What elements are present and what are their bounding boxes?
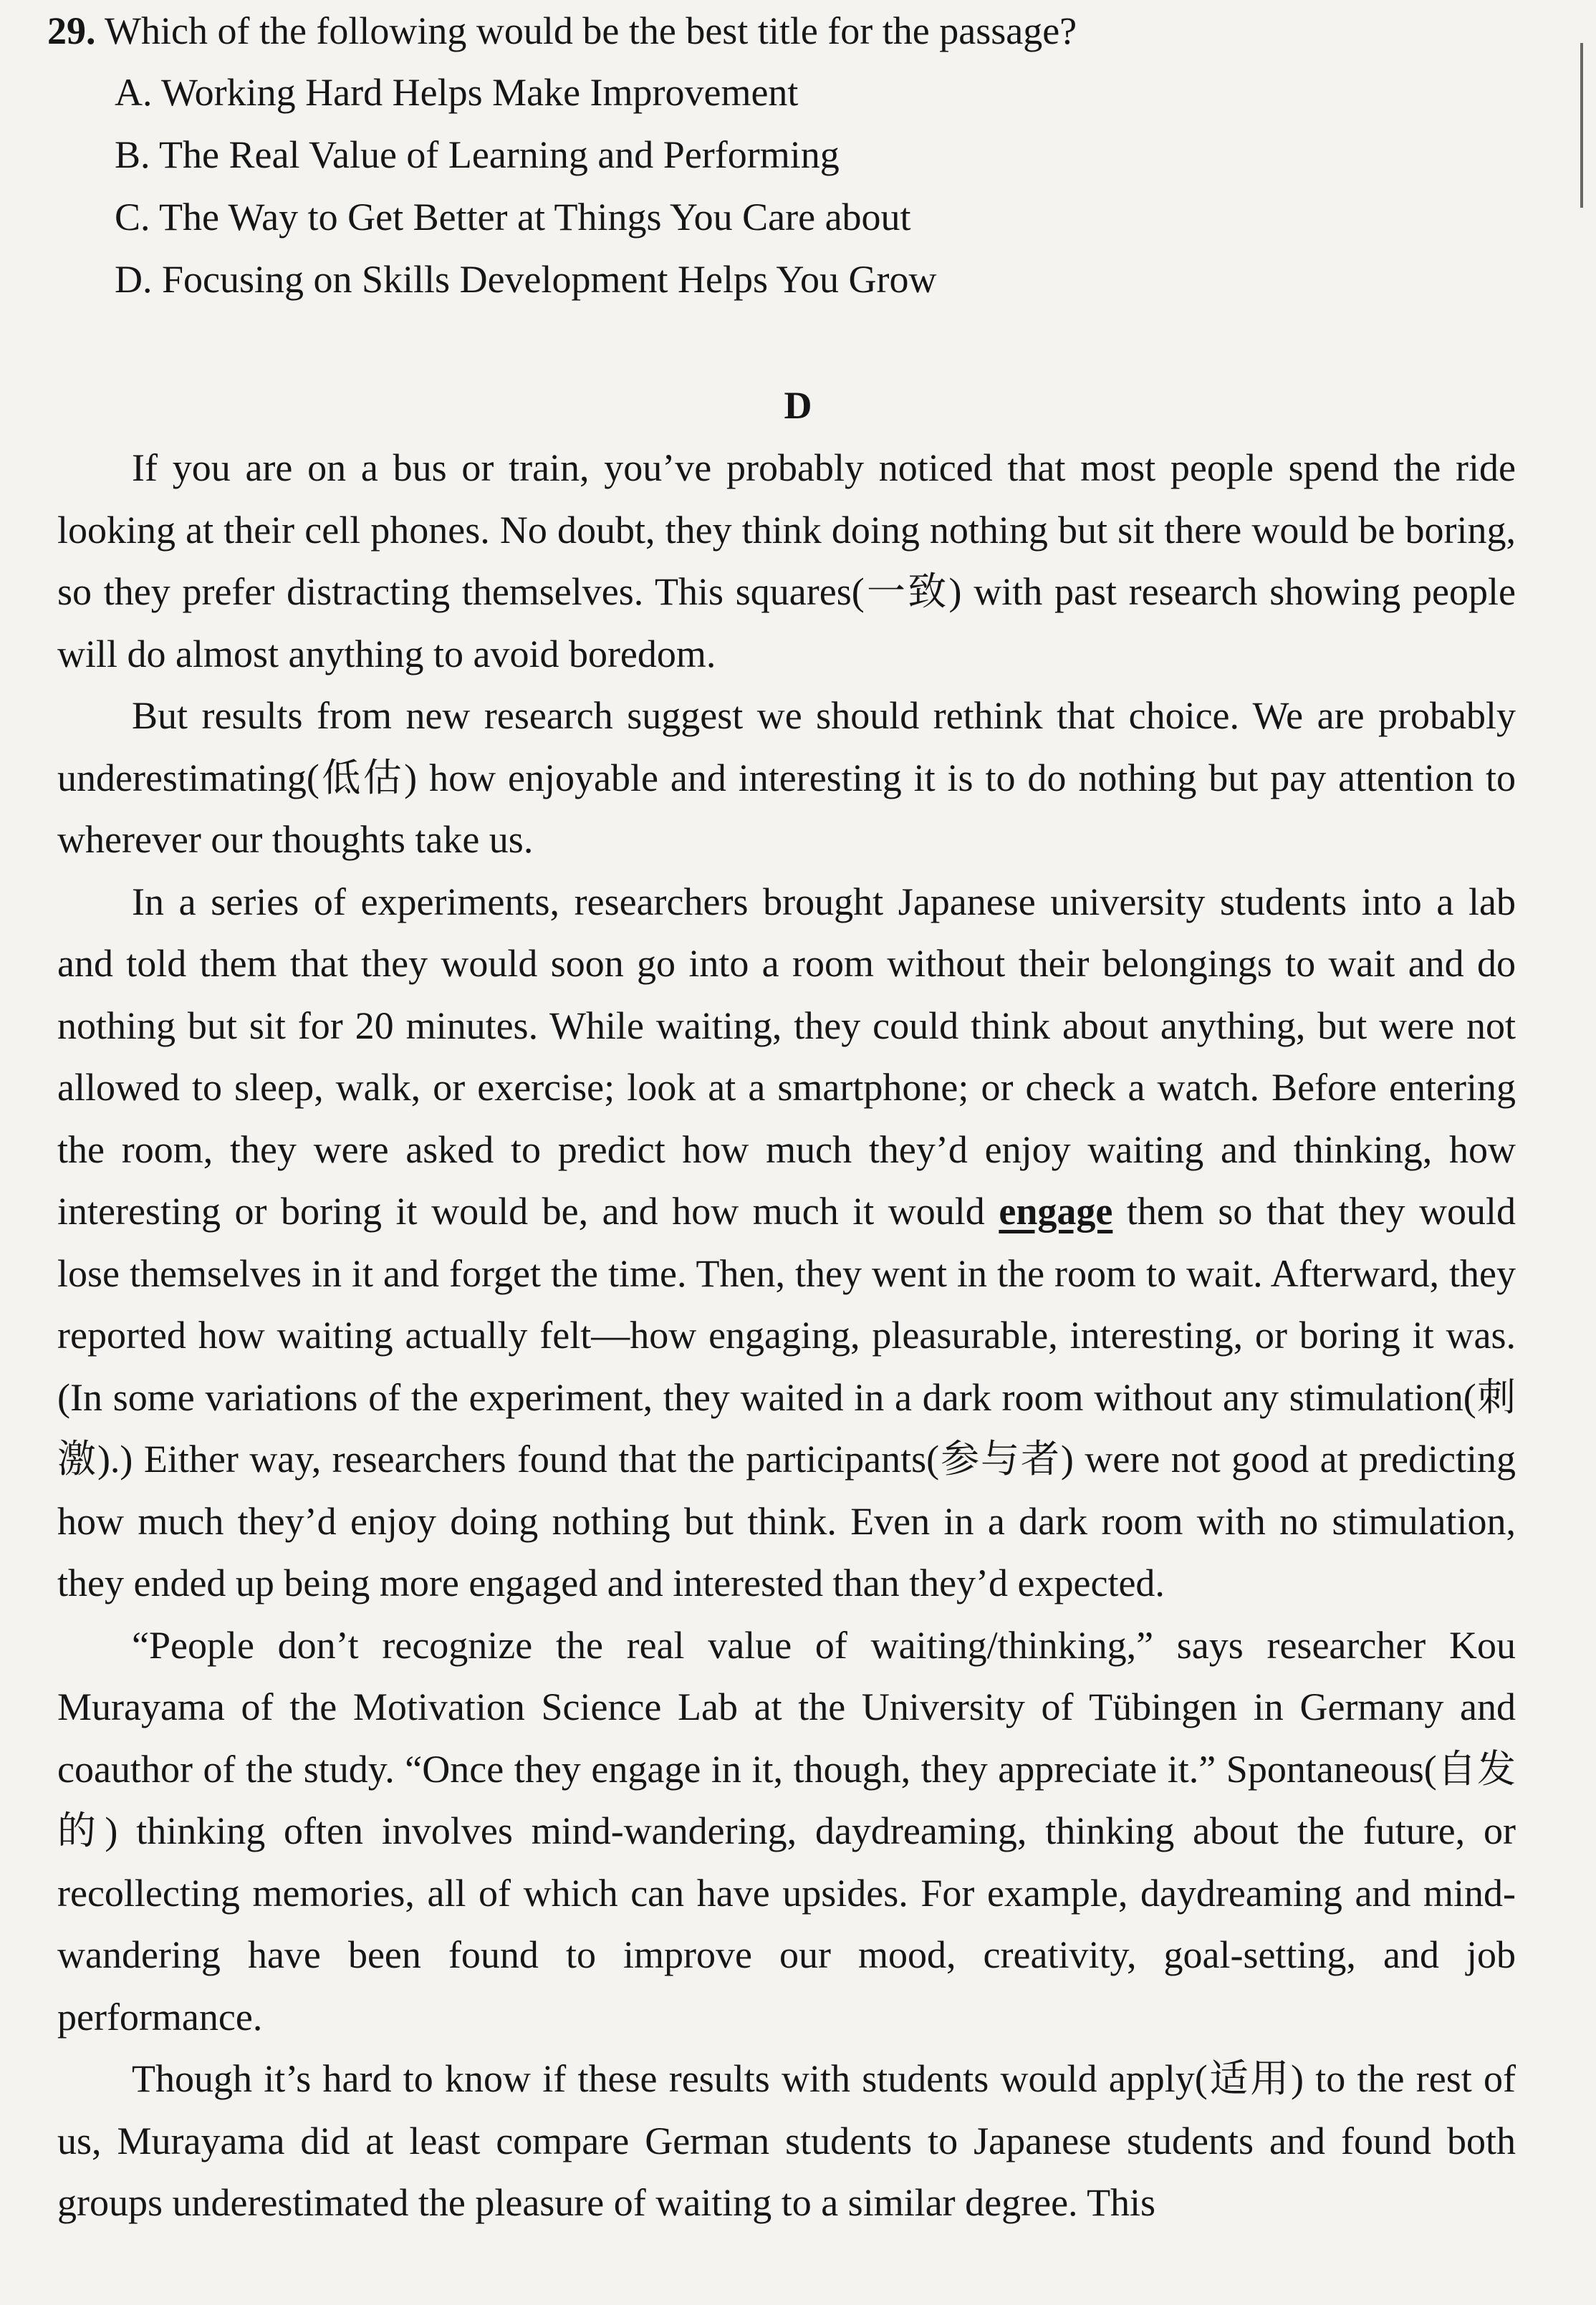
- option-c: C. The Way to Get Better at Things You Care about: [115, 196, 911, 239]
- underlined-word-engage: engage: [999, 1190, 1113, 1233]
- paragraph-1: If you are on a bus or train, you’ve probably noticed that most people spend the ride looking at their cell phones. No doubt, they think doing nothing but sit there would be boring, so they prefer distracting themselves. This squares(一致) with past research showing people will do almost anything to avoid boredom.: [57, 446, 1516, 675]
- option-b: B. The Real Value of Learning and Performing: [115, 133, 840, 176]
- section-title: D: [784, 384, 812, 427]
- question-text: Which of the following would be the best title for the passage?: [95, 9, 1077, 52]
- answer-options: [47, 62, 1451, 311]
- paragraph-5: Though it’s hard to know if these results with students would apply(适用) to the rest of us, Murayama did at least compare German students to Japanese students and found both groups underestimated the pleasure of waiting to a similar degree. This: [57, 2057, 1516, 2224]
- option-d: D. Focusing on Skills Development Helps You Grow: [115, 258, 937, 301]
- paragraph-3: [57, 871, 1516, 1615]
- paragraph-3-text-before: In a series of experiments, researchers brought Japanese university students into a lab and told them that they would soon go into a room without their belongings to wait and do nothing but sit for 20 minutes. While waiting, they could think about anything, but were not allowed to sleep, walk, or exercise; look at a smartphone; or check a watch. Before entering the room, they were asked to predict how much they’d enjoy waiting and thinking, how interesting or boring it would be, and how much it would: [57, 880, 1516, 1233]
- paragraph-3-text-after: them so that they would lose themselves in it and forget the time. Then, they went in the room to wait. Afterward, they reported how waiting actually felt—how engaging, pleasurable, interesting, or boring it was. (In some variations of the experiment, they waited in a dark room without any stimulation(刺激).) Either way, researchers found that the participants(参与者) were not good at predicting how much they’d enjoy doing nothing but think. Even in a dark room with no stimulation, they ended up being more engaged and interested than they’d expected.: [57, 1190, 1516, 1604]
- paragraph-2: But results from new research suggest we should rethink that choice. We are probably underestimating(低估) how enjoyable and interesting it is to do nothing but pay attention to wherever our thoughts take us.: [57, 694, 1516, 861]
- paragraph-4: “People don’t recognize the real value of waiting/thinking,” says researcher Kou Murayama of the Motivation Science Lab at the University of Tübingen in Germany and coauthor of the study. “Once they engage in it, though, they appreciate it.” Spontaneous(自发的) thinking often involves mind-wandering, daydreaming, thinking about the future, or recollecting memories, all of which can have upsides. For example, daydreaming and mind-wandering have been found to improve our mood, creativity, goal-setting, and job performance.: [57, 1623, 1516, 2039]
- margin-line: [1580, 43, 1583, 208]
- passage: [57, 437, 1516, 2234]
- question-29: [47, 6, 1451, 311]
- option-a: A. Working Hard Helps Make Improvement: [115, 71, 799, 114]
- question-stem: [47, 6, 1451, 56]
- question-number: 29.: [47, 9, 96, 52]
